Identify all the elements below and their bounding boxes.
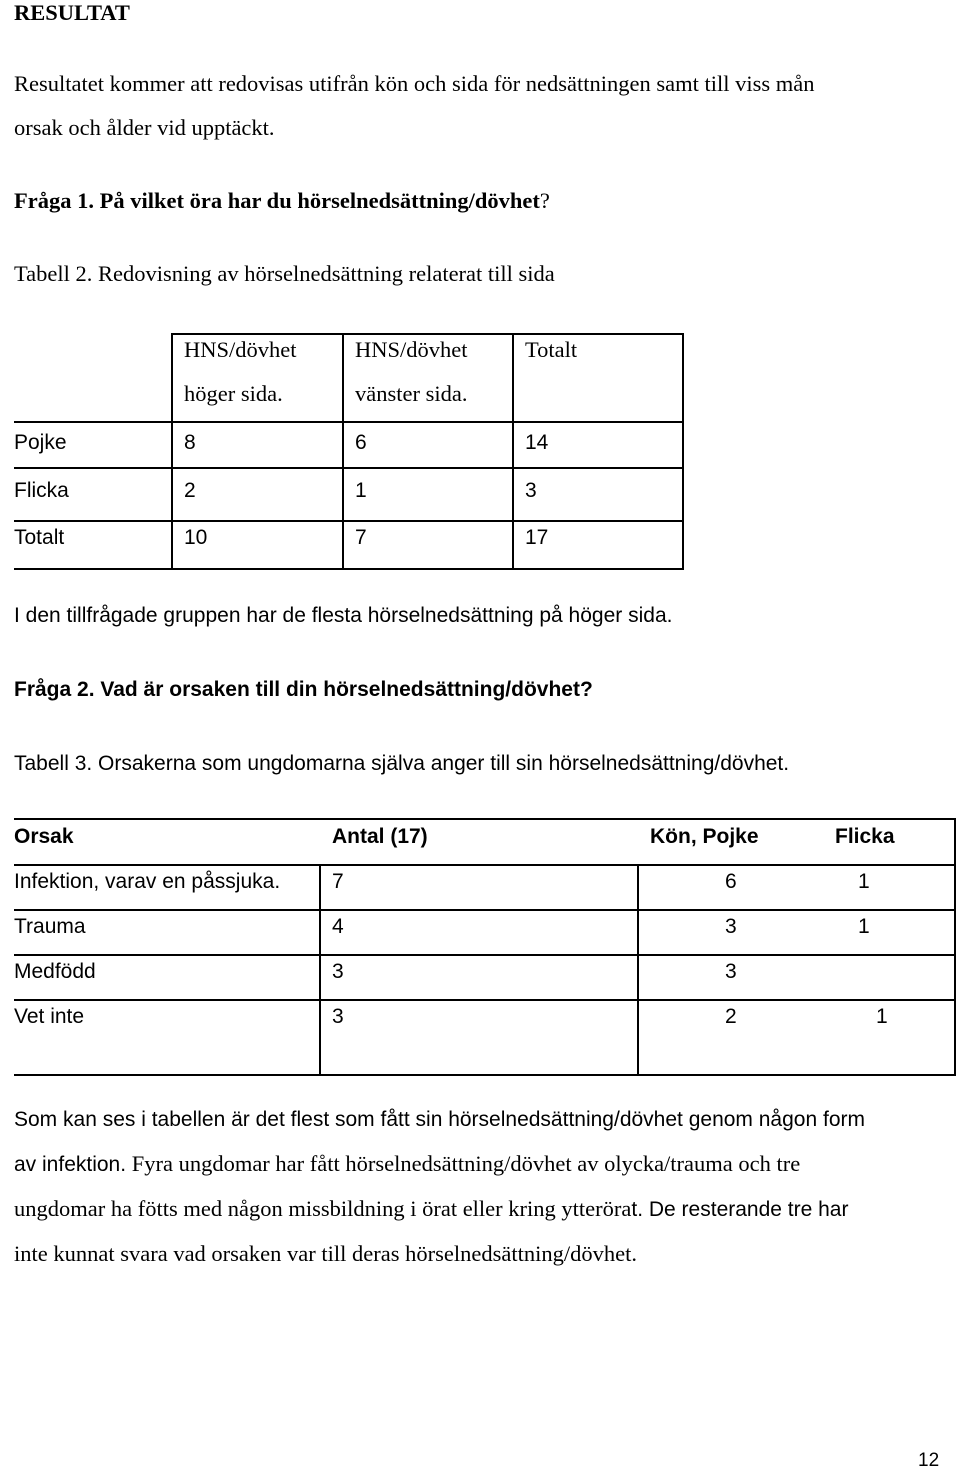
conclusion-line-2b: Fyra ungdomar har fått hörselnedsättning/dövhet av olycka/trauma och tre [126, 1151, 801, 1176]
table-2-header-left-sub: vänster sida. [355, 381, 468, 406]
conclusion-line-3a: ungdomar ha fötts med någon missbildning i örat eller kring ytteröra [14, 1196, 632, 1221]
intro-line-1: Resultatet kommer att redovisas utifrån kön och sida för nedsättningen samt till viss mån [14, 71, 815, 96]
table-2-cell: 2 [184, 479, 196, 502]
table-2-cell: 8 [184, 431, 196, 454]
question-2: Fråga 2. Vad är orsaken till din hörselnedsättning/dövhet? [14, 678, 593, 701]
table-2-caption: Tabell 2. Redovisning av hörselnedsättning relaterat till sida [14, 261, 555, 286]
conclusion-line-1: Som kan ses i tabellen är det flest som fått sin hörselnedsättning/dövhet genom någon form [14, 1108, 865, 1131]
table-2-row-label: Flicka [14, 479, 69, 502]
conclusion-line-2 [14, 1142, 954, 1187]
question-1-mark: ? [539, 188, 550, 213]
intro-line-2: orsak och ålder vid upptäckt. [14, 115, 275, 140]
conclusion-paragraph [14, 1098, 954, 1276]
table-3-count: 3 [332, 1005, 344, 1028]
table-2-cell: 6 [355, 431, 367, 454]
table-2-row-label: Totalt [14, 526, 65, 549]
conclusion-line-2a: av infektion. [14, 1153, 127, 1176]
table-3-count: 7 [332, 870, 344, 893]
question-1-text: Fråga 1. På vilket öra har du hörselnedsättning/dövhet [14, 188, 540, 213]
table-3-boy: 3 [725, 915, 737, 938]
table-2-header-right: HNS/dövhet [184, 337, 297, 362]
table-2-row-label: Pojke [14, 431, 67, 454]
table-2-cell: 17 [525, 526, 549, 549]
table-3-boy: 6 [725, 870, 737, 893]
table-3-header-cause: Orsak [14, 825, 74, 848]
table-3-cause: Medfödd [14, 960, 96, 983]
table-3-count: 4 [332, 915, 344, 938]
table-3-boy: 3 [725, 960, 737, 983]
table-3-header-count: Antal (17) [332, 825, 428, 848]
table-3-girl: 1 [858, 870, 870, 893]
table-3-girl: 1 [858, 915, 870, 938]
table-3-boy: 2 [725, 1005, 737, 1028]
table-3-count: 3 [332, 960, 344, 983]
table-3-header-girl: Flicka [835, 825, 895, 848]
table-3-girl: 1 [876, 1005, 888, 1028]
conclusion-line-3b: t. De resterande tre har [631, 1198, 849, 1221]
table-3-caption: Tabell 3. Orsakerna som ungdomarna själva anger till sin hörselnedsättning/dövhet. [14, 752, 790, 775]
intro-paragraph [14, 62, 954, 150]
table-3-header-boy: Kön, Pojke [650, 825, 759, 848]
table-2-cell: 10 [184, 526, 208, 549]
table-2-cell: 14 [525, 431, 549, 454]
table-2-cell: 1 [355, 479, 367, 502]
page-number: 12 [918, 1450, 940, 1471]
question-1 [14, 190, 550, 213]
conclusion-line-3 [14, 1187, 954, 1232]
section-heading: RESULTAT [14, 0, 130, 25]
table-2-cell: 3 [525, 479, 537, 502]
table-2-note: I den tillfrågade gruppen har de flesta hörselnedsättning på höger sida. [14, 604, 673, 627]
table-2-header-total: Totalt [525, 337, 578, 362]
table-3-cause: Infektion, varav en påssjuka. [14, 870, 281, 893]
table-2-header-left: HNS/dövhet [355, 337, 468, 362]
table-2-cell: 7 [355, 526, 367, 549]
table-2-header-right-sub: höger sida. [184, 381, 283, 406]
table-3-cause: Vet inte [14, 1005, 85, 1028]
conclusion-line-4: inte kunnat svara vad orsaken var till deras hörselnedsättning/dövhet. [14, 1241, 637, 1266]
table-3-cause: Trauma [14, 915, 86, 938]
